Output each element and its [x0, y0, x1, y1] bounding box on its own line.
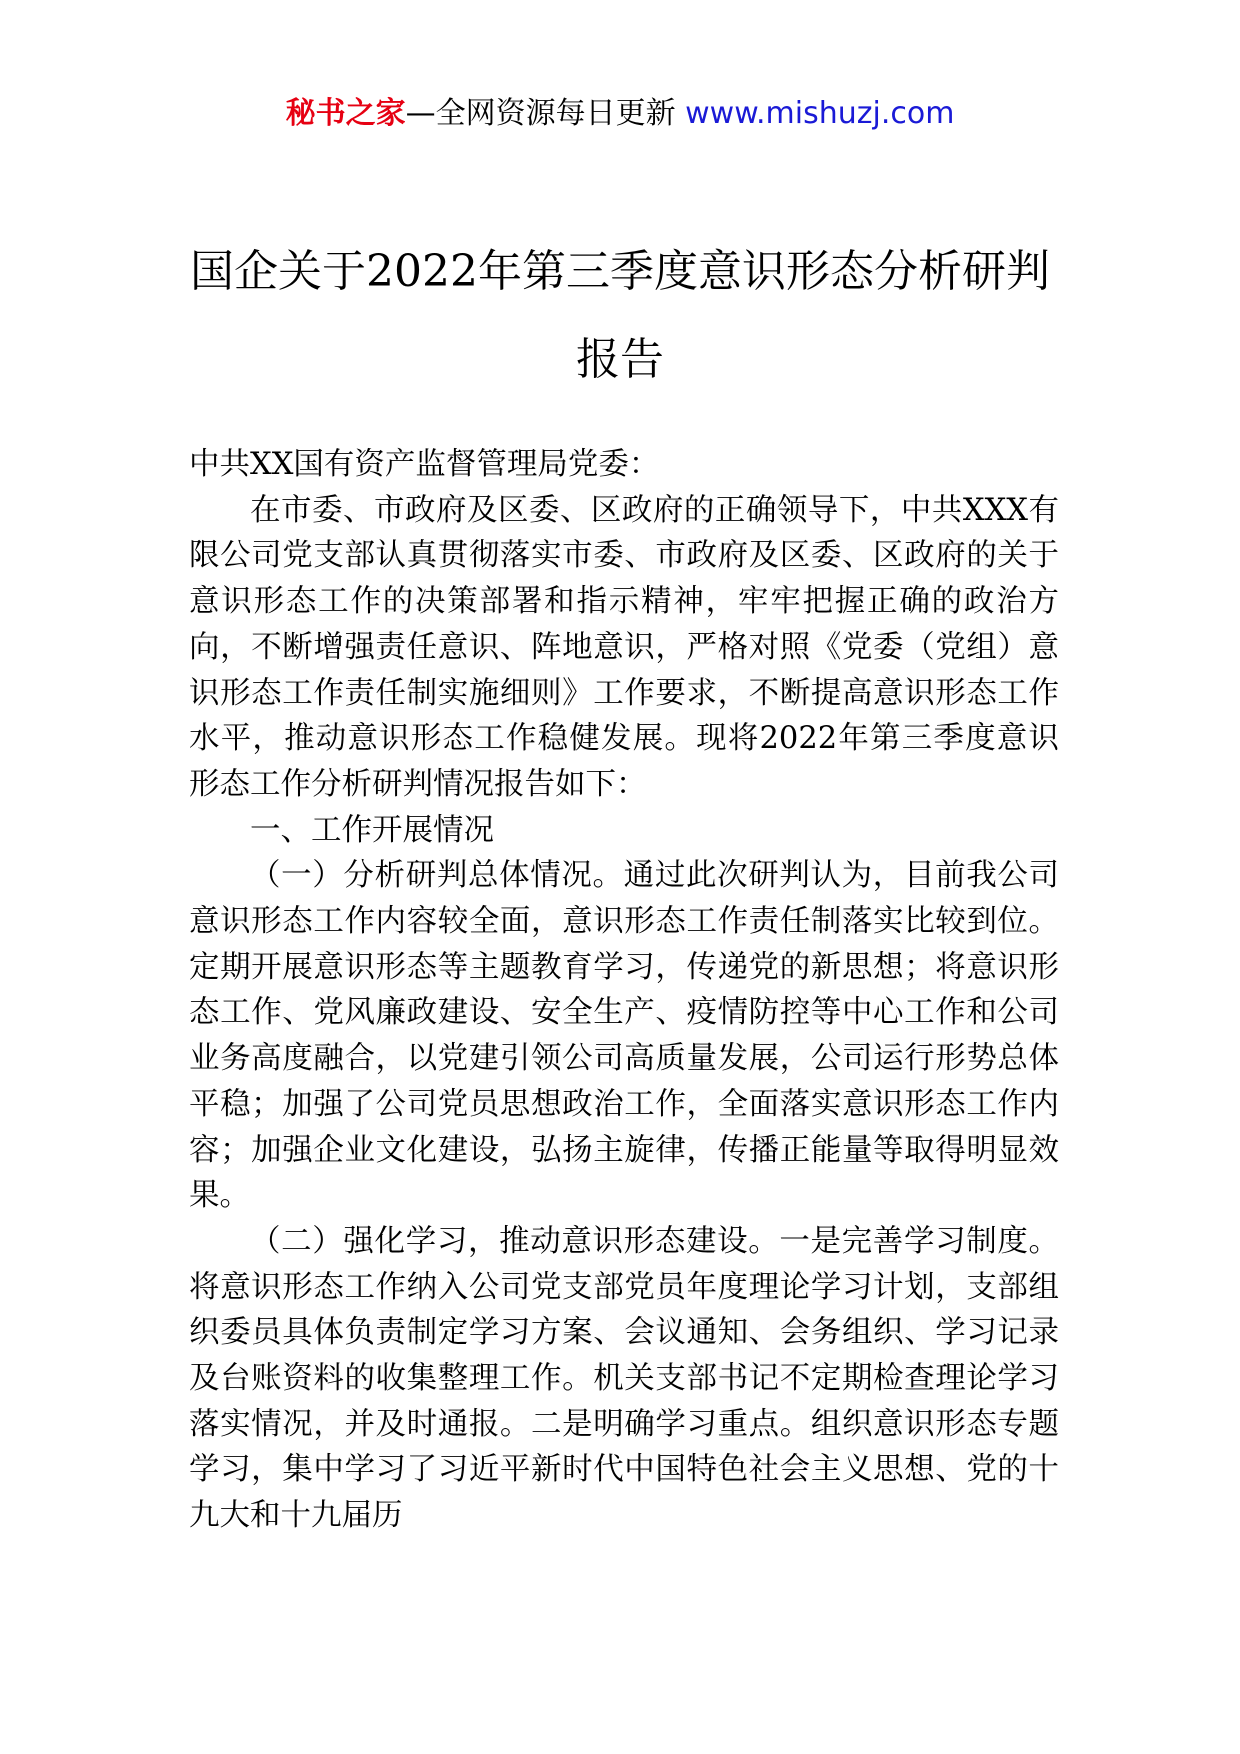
site-url[interactable]: www.mishuzj.com: [685, 96, 955, 131]
site-tagline: —全网资源每日更新: [405, 96, 686, 131]
section-heading: 一、工作开展情况: [250, 812, 494, 848]
document-title: 国企关于2022年第三季度意识形态分析研判报告: [190, 246, 1050, 385]
site-header: [0, 94, 1240, 134]
document-body: [189, 442, 1059, 1539]
paragraph: 在市委、市政府及区委、区政府的正确领导下，中共XXX有限公司党支部认真贯彻落实市委、市政府及区委、区政府的关于意识形态工作的决策部署和指示精神，牢牢把握正确的政治方向，不断增强责任意识、阵地意识，严格对照《党委（党组）意识形态工作责任制实施细则》工作要求，不断提高意识形态工作水平，推动意识形态工作稳健发展。现将2022年第三季度意识形态工作分析研判情况报告如下：: [189, 492, 1059, 802]
site-brand: 秘书之家: [285, 96, 406, 131]
salutation: 中共XX国有资产监督管理局党委：: [189, 447, 660, 482]
paragraph: （二）强化学习，推动意识形态建设。一是完善学习制度。将意识形态工作纳入公司党支部党员年度理论学习计划，支部组织委员具体负责制定学习方案、会议通知、会务组织、学习记录及台账资料的收集整理工作。机关支部书记不定期检查理论学习落实情况，并及时通报。二是明确学习重点。组织意识形态专题学习，集中学习了习近平新时代中国特色社会主义思想、党的十九大和十九届历: [189, 1223, 1059, 1534]
paragraph: （一）分析研判总体情况。通过此次研判认为，目前我公司意识形态工作内容较全面，意识形态工作责任制落实比较到位。定期开展意识形态等主题教育学习，传递党的新思想；将意识形态工作、党风廉政建设、安全生产、疫情防控等中心工作和公司业务高度融合，以党建引领公司高质量发展，公司运行形势总体平稳；加强了公司党员思想政治工作，全面落实意识形态工作内容；加强企业文化建设，弘扬主旋律，传播正能量等取得明显效果。: [189, 858, 1059, 1214]
